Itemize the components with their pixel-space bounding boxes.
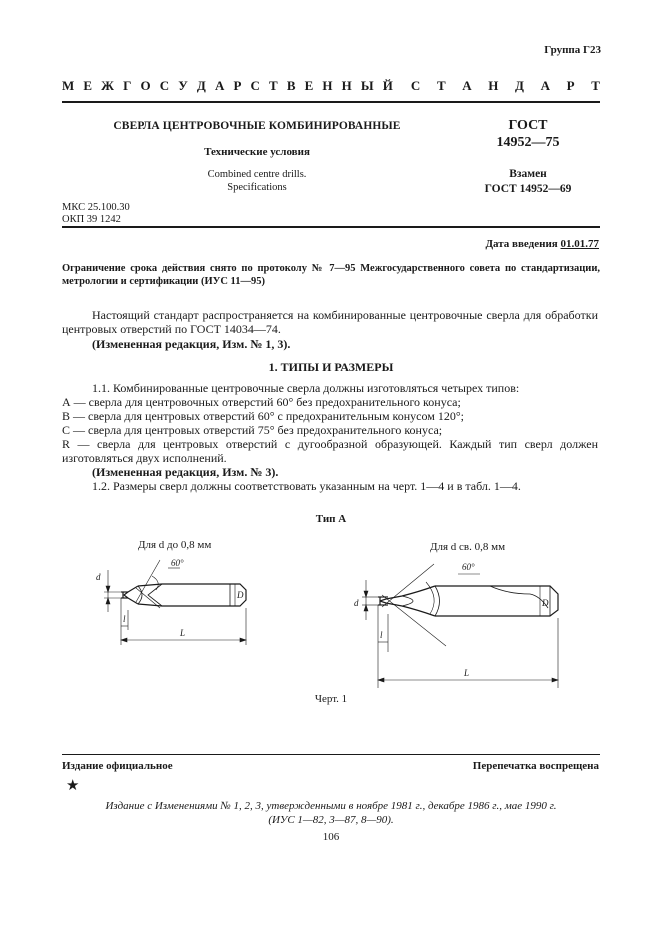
banner-letter: Т bbox=[591, 78, 600, 93]
okp-code: ОКП 39 1242 bbox=[62, 214, 121, 225]
banner-letter: С bbox=[410, 78, 421, 93]
banner-letter: Т bbox=[269, 78, 278, 93]
drawing-large-drill bbox=[340, 552, 560, 692]
type-a-item: А — сверла для центровочных отверстий 60° без предохранительного конуса; bbox=[62, 395, 461, 409]
banner-letter: Н bbox=[341, 78, 352, 93]
mks-code: МКС 25.100.30 bbox=[62, 202, 130, 213]
dim-label-l-large: l bbox=[380, 630, 383, 640]
date-value: 01.01.77 bbox=[560, 238, 599, 250]
standard-banner bbox=[62, 78, 600, 94]
figure-type-label: Тип А bbox=[315, 513, 347, 525]
banner-letter: Й bbox=[382, 78, 393, 93]
dim-label-d-large: d bbox=[354, 598, 359, 608]
angle-label-large: 60° bbox=[462, 562, 475, 572]
official-edition: Издание официальное bbox=[62, 760, 173, 772]
caption-small-drill: Для d до 0,8 мм bbox=[138, 539, 212, 551]
dim-label-l: l bbox=[123, 614, 126, 624]
gost-number: 14952—75 bbox=[496, 135, 560, 150]
banner-letter: В bbox=[286, 78, 296, 93]
type-c-item: С — сверла для центровых отверстий 75° без предохранительного конуса; bbox=[62, 423, 443, 437]
document-title: СВЕРЛА ЦЕНТРОВОЧНЫЕ КОМБИНИРОВАННЫЕ bbox=[113, 120, 401, 132]
page-number: 106 bbox=[322, 831, 340, 843]
dim-label-L: L bbox=[180, 628, 186, 638]
gost-label: ГОСТ bbox=[508, 118, 548, 133]
banner-letter: С bbox=[250, 78, 260, 93]
date-label: Дата введения bbox=[485, 238, 561, 250]
replaces-label: Взамен bbox=[509, 168, 547, 180]
banner-word-standard bbox=[411, 78, 600, 94]
banner-letter: Е bbox=[304, 78, 314, 93]
drawing-small-drill bbox=[90, 550, 250, 650]
section-revision: (Измененная редакция, Изм. № 3). bbox=[92, 465, 279, 479]
banner-letter: Е bbox=[83, 78, 93, 93]
group-code: Группа Г23 bbox=[544, 44, 601, 56]
classification-codes bbox=[62, 202, 130, 226]
banner-letter: Г bbox=[123, 78, 132, 93]
banner-letter: Р bbox=[233, 78, 242, 93]
document-subtitle: Технические условия bbox=[204, 146, 310, 158]
reprint-prohibited: Перепечатка воспрещена bbox=[472, 760, 599, 772]
banner-letter: Т bbox=[436, 78, 446, 93]
edition-line-2: (ИУС 1—82, 3—87, 8—90). bbox=[268, 814, 394, 826]
figure-caption: Черт. 1 bbox=[314, 693, 348, 705]
replaces-standard: ГОСТ 14952—69 bbox=[484, 183, 572, 195]
intro-paragraph: Настоящий стандарт распространяется на комбинированные центровочные сверла для обработки центровых отверстий по ГОСТ 14034—74. bbox=[62, 308, 598, 336]
banner-letter: Н bbox=[322, 78, 333, 93]
star-icon: ★ bbox=[66, 778, 80, 794]
dim-label-D-large: D bbox=[542, 598, 549, 608]
banner-word-interstate bbox=[62, 78, 393, 94]
banner-letter: С bbox=[159, 78, 170, 93]
banner-letter: Ж bbox=[101, 78, 115, 93]
angle-label: 60° bbox=[171, 558, 184, 568]
dim-label-L-large: L bbox=[464, 668, 470, 678]
footer-rule bbox=[62, 754, 600, 755]
banner-letter: А bbox=[214, 78, 225, 93]
banner-letter: А bbox=[462, 78, 472, 93]
type-r-item: R — сверла для центровых отверстий с дугообразной образующей. Каждый тип сверл должен изготовляться двух исполнений. bbox=[62, 437, 598, 465]
caption-large-drill: Для d св. 0,8 мм bbox=[430, 541, 506, 553]
banner-letter: У bbox=[178, 78, 188, 93]
english-title: Combined centre drills. bbox=[207, 169, 307, 180]
intro-revision: (Измененная редакция, Изм. № 1, 3). bbox=[92, 337, 291, 351]
header-rule bbox=[62, 226, 600, 228]
banner-letter: Ы bbox=[360, 78, 374, 93]
edition-line-1: Издание с Изменениями № 1, 2, 3, утвержденными в ноябре 1981 г., декабре 1986 г., мае 1990 г. bbox=[105, 800, 557, 812]
restriction-note: Ограничение срока действия снято по протоколу № 7—95 Межгосударственного совета по стандартизации, метрологии и сертификации (ИУС 11—95) bbox=[62, 263, 600, 287]
banner-letter: Н bbox=[488, 78, 499, 93]
section-body bbox=[62, 381, 598, 493]
banner-letter: Р bbox=[566, 78, 575, 93]
english-subtitle: Specifications bbox=[227, 182, 287, 193]
clause-1-2: 1.2. Размеры сверл должны соответствовать указанным на черт. 1—4 и в табл. 1—4. bbox=[92, 479, 521, 493]
top-rule bbox=[62, 101, 600, 103]
banner-letter: А bbox=[540, 78, 551, 93]
banner-letter: М bbox=[62, 78, 75, 93]
section-heading: 1. ТИПЫ И РАЗМЕРЫ bbox=[268, 360, 394, 374]
dim-label-D: D bbox=[237, 590, 244, 600]
type-b-item: В — сверла для центровых отверстий 60° с предохранительным конусом 120°; bbox=[62, 409, 464, 423]
dim-label-d: d bbox=[96, 572, 101, 582]
introduction-date bbox=[485, 238, 599, 250]
banner-letter: О bbox=[140, 78, 151, 93]
edition-note bbox=[62, 799, 600, 827]
banner-letter: Д bbox=[515, 78, 524, 93]
banner-letter: Д bbox=[196, 78, 206, 93]
clause-1-1: 1.1. Комбинированные центровочные сверла должны изготовляться четырех типов: bbox=[92, 381, 520, 395]
